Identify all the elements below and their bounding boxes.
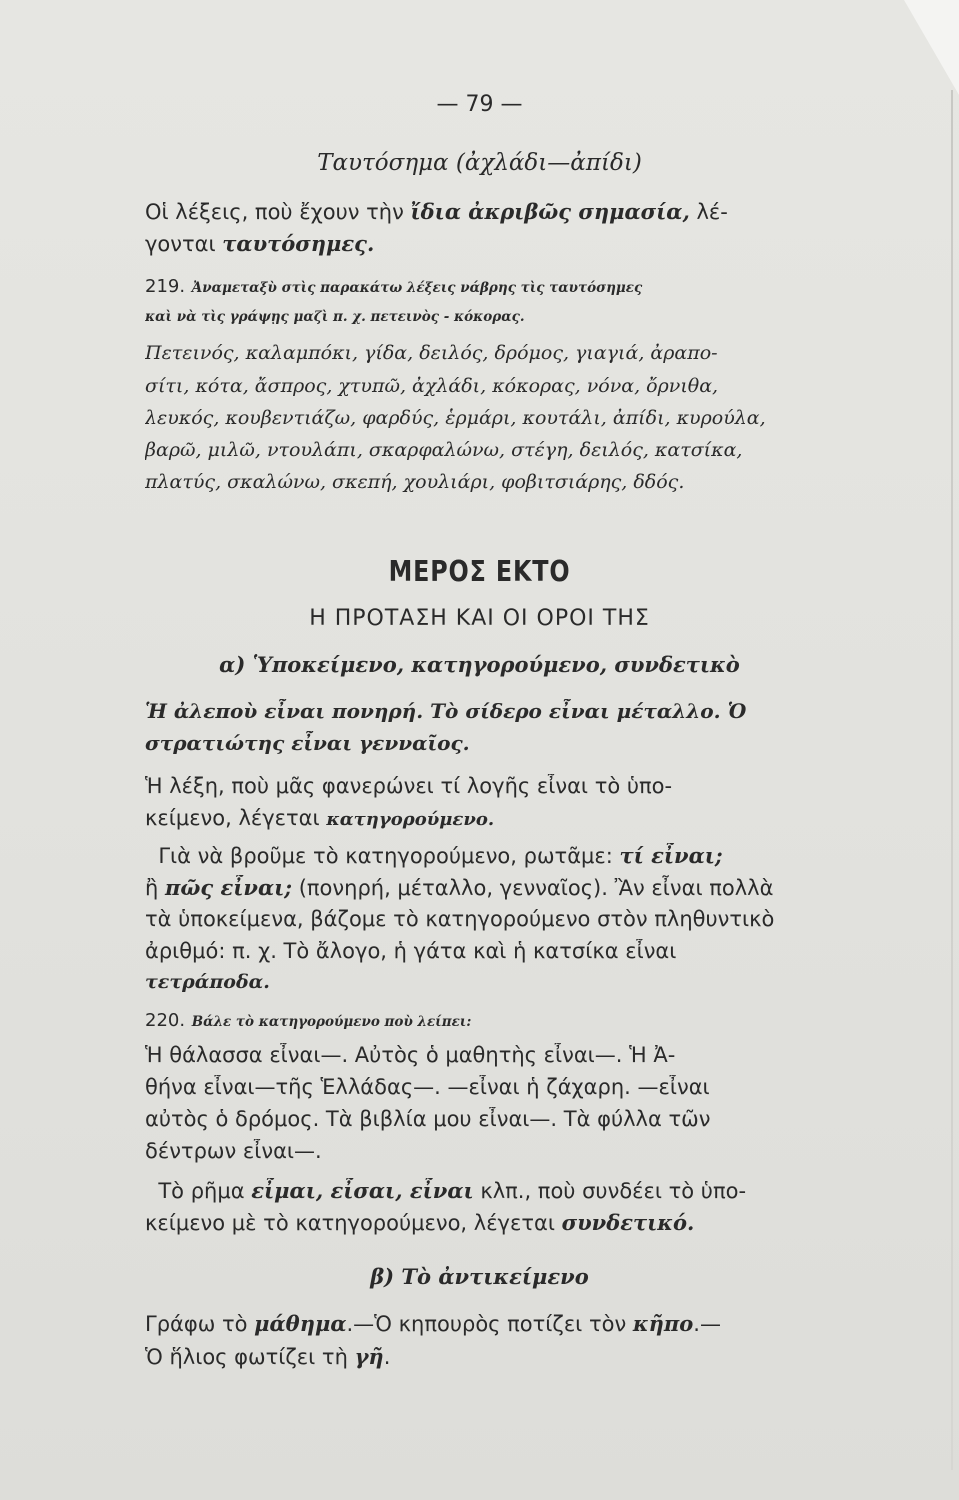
intro-line-2: [145, 231, 810, 256]
chapter-subtitle: Η ΠΡΟΤΑΣΗ ΚΑΙ ΟΙ ΟΡΟΙ ΤΗΣ: [309, 606, 650, 631]
section-title-synonyms: Ταυτόσημα (ἀχλάδι—ἀπίδι): [317, 150, 642, 176]
examples-a-line-2: στρατιώτης εἶναι γενναῖος.: [145, 731, 470, 755]
text: κείμενο, λέγεται: [145, 806, 327, 830]
text: Γιὰ νὰ βροῦμε τὸ κατηγορούμενο, ρωτᾶμε:: [158, 844, 620, 868]
emphasis: εἶμαι, εἶσαι, εἶναι: [251, 1178, 474, 1203]
emphasis: τί εἶναι;: [619, 843, 723, 868]
object-line-2: [145, 1344, 810, 1369]
text: Ἡ ἀλεποὺ: [145, 699, 258, 723]
exercise-220-line-1: Ἡ θάλασσα εἶναι—. Αὐτὸς ὁ μαθητὴς εἶναι—. Ἡ Ἀ-: [145, 1043, 676, 1067]
exercise-number: 220.: [145, 1010, 186, 1031]
exercise-instruction: Ἀναμεταξὺ στὶς παρακάτω λέξεις νάβρης τὶς ταυτόσημες: [191, 280, 643, 296]
text: (πονηρή, μέταλλο, γενναῖος). Ἂν εἶναι πολλὰ: [292, 876, 774, 900]
object-line-1: [145, 1311, 810, 1336]
page-edge-shadow: [951, 90, 953, 1470]
object-word: γῆ: [354, 1344, 384, 1369]
text: Ὁ ἥλιος φωτίζει τὴ: [145, 1345, 355, 1369]
exercise-number: 219.: [145, 276, 186, 297]
wordlist-line-3: λευκός, κουβεντιάζω, φαρδύς, ἑρμάρι, κουτάλι, ἀπίδι, κυρούλα,: [145, 407, 766, 429]
text: .—: [693, 1312, 721, 1336]
copula-line-1: [145, 1178, 810, 1203]
text: εἶναι πονηρή. Τὸ σίδερο εἶναι μέταλλο. Ὁ: [257, 699, 747, 723]
section-b-heading: β) Τὸ ἀντικείμενο: [370, 1264, 589, 1289]
examples-a-line-1: [145, 699, 810, 723]
wordlist-line-4: βαρῶ, μιλῶ, ντουλάπι, σκαρφαλώνω, στέγη, δειλός, κατσίκα,: [145, 439, 743, 461]
exercise-instruction: Βάλε τὸ κατηγορούμενο ποὺ λείπει:: [191, 1014, 472, 1030]
page-number: — 79 —: [436, 92, 523, 117]
section-a-heading: α) Ὑποκείμενο, κατηγορούμενο, συνδετικὸ: [219, 652, 740, 677]
text: λέ-: [689, 200, 728, 224]
exercise-220-header: [145, 1007, 810, 1031]
text: .: [383, 1345, 391, 1369]
copula-line-2: [145, 1210, 810, 1235]
text: Τὸ ρῆμα: [158, 1179, 252, 1203]
emphasis: ἴδια ἀκριβῶς σημασία,: [410, 199, 690, 224]
text: γονται: [145, 232, 223, 256]
object-word: κῆπο: [632, 1311, 694, 1336]
text: .—Ὁ κηπουρὸς ποτίζει τὸν: [346, 1312, 633, 1336]
wordlist-line-5: πλατύς, σκαλώνω, σκεπή, χουλιάρι, φοβιτσιάρης, δδός.: [145, 471, 685, 493]
exercise-220-line-3: αὐτὸς ὁ δρόμος. Τὰ βιβλία μου εἶναι—. Τὰ φύλλα τῶν: [145, 1107, 711, 1131]
text: Οἱ λέξεις, ποὺ ἔχουν τὴν: [145, 200, 411, 224]
object-word: μάθημα: [254, 1311, 347, 1336]
definition-line-1: Ἡ λέξη, ποὺ μᾶς φανερώνει τί λογῆς εἶναι τὸ ὑπο-: [145, 774, 673, 798]
question-line-2: [145, 875, 810, 900]
wordlist-line-1: Πετεινός, καλαμπόκι, γίδα, δειλός, δρόμος, γιαγιά, ἀραπο-: [145, 342, 718, 364]
term-copula: συνδετικό.: [561, 1210, 695, 1235]
exercise-219-line-1: [145, 273, 810, 297]
text: κλπ., ποὺ συνδέει τὸ ὑπο-: [473, 1179, 747, 1203]
intro-line-1: [145, 199, 810, 224]
term-predicate: κατηγορούμενο.: [326, 809, 495, 830]
question-line-5: τετράποδα.: [145, 971, 270, 993]
question-line-4: ἀριθμό: π. χ. Τὸ ἄλογο, ἡ γάτα καὶ ἡ κατσίκα εἶναι: [145, 939, 677, 963]
emphasis: ταυτόσημες.: [222, 231, 375, 256]
question-line-3: τὰ ὑποκείμενα, βάζομε τὸ κατηγορούμενο στὸν πληθυντικὸ: [145, 907, 775, 931]
wordlist-line-2: σίτι, κότα, ἄσπρος, χτυπῶ, ἀχλάδι, κόκορας, νόνα, ὄρνιθα,: [145, 375, 719, 397]
exercise-220-line-2: θήνα εἶναι—τῆς Ἑλλάδας—. —εἶναι ἡ ζάχαρη. —εἶναι: [145, 1075, 710, 1099]
text: Γράφω τὸ: [145, 1312, 255, 1336]
folded-corner: [904, 0, 959, 95]
definition-line-2: [145, 806, 810, 830]
text: ἢ: [145, 876, 165, 900]
emphasis: πῶς εἶναι;: [165, 875, 293, 900]
exercise-instruction: καὶ νὰ τὶς γράψῃς μαζὶ π. χ. πετεινὸς - κόκορας.: [145, 309, 525, 325]
question-line-1: [145, 843, 810, 868]
exercise-219-line-2: [145, 302, 810, 326]
text: κείμενο μὲ τὸ κατηγορούμενο, λέγεται: [145, 1211, 562, 1235]
exercise-220-line-4: δέντρων εἶναι—.: [145, 1139, 322, 1163]
part-title: ΜΕΡΟΣ ΕΚΤΟ: [388, 555, 571, 588]
